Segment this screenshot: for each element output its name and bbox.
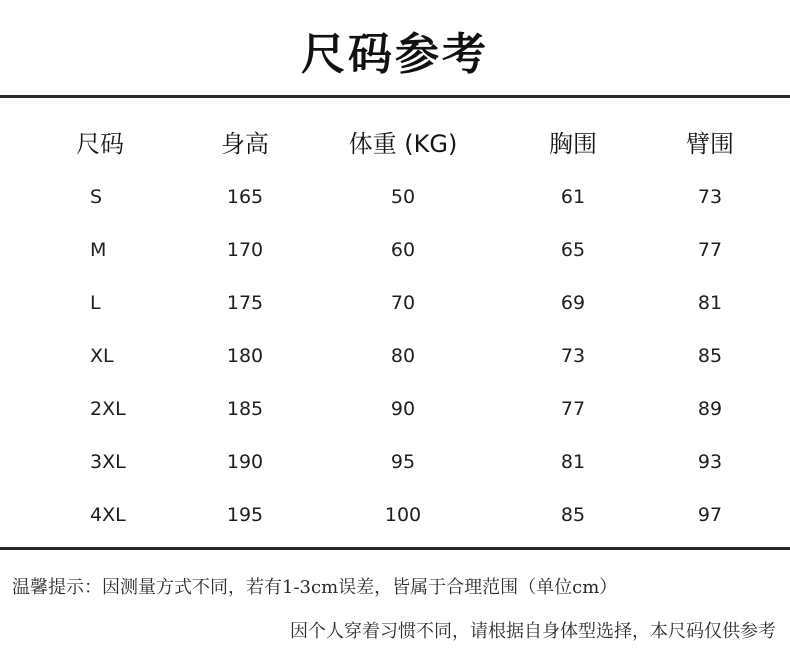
cell-height: 195 — [226, 503, 264, 526]
cell-chest: 85 — [560, 503, 586, 526]
cell-size: 2XL — [90, 397, 126, 420]
page-title: 尺码参考 — [301, 29, 489, 80]
cell-height: 170 — [226, 238, 264, 261]
cell-weight: 60 — [390, 238, 416, 261]
cell-height: 175 — [226, 291, 264, 314]
cell-chest: 77 — [560, 397, 586, 420]
cell-height: 165 — [226, 185, 264, 208]
cell-chest: 73 — [560, 344, 586, 367]
cell-height: 185 — [226, 397, 264, 420]
table-row — [0, 223, 790, 276]
table-row — [0, 382, 790, 435]
fit-tip: 因个人穿着习惯不同，请根据自身体型选择，本尺码仅供参考 — [290, 621, 776, 642]
measurement-tip: 温馨提示：因测量方式不同，若有1-3cm误差，皆属于合理范围（单位cm） — [12, 577, 618, 598]
cell-arm: 77 — [697, 238, 723, 261]
top-divider — [0, 95, 790, 98]
cell-weight: 90 — [390, 397, 416, 420]
table-row — [0, 276, 790, 329]
cell-arm: 89 — [697, 397, 723, 420]
cell-chest: 65 — [560, 238, 586, 261]
cell-chest: 61 — [560, 185, 586, 208]
header-height: 身高 — [221, 129, 269, 158]
table-row — [0, 329, 790, 382]
cell-size: M — [90, 238, 107, 261]
header-size: 尺码 — [76, 129, 124, 158]
table-row — [0, 488, 790, 541]
size-table — [0, 112, 790, 541]
cell-weight: 95 — [390, 450, 416, 473]
bottom-divider — [0, 547, 790, 550]
cell-arm: 73 — [697, 185, 723, 208]
cell-weight: 80 — [390, 344, 416, 367]
cell-arm: 97 — [697, 503, 723, 526]
cell-size: L — [90, 291, 101, 314]
cell-arm: 85 — [697, 344, 723, 367]
cell-arm: 81 — [697, 291, 723, 314]
cell-height: 190 — [226, 450, 264, 473]
header-weight: 体重 (KG) — [348, 129, 458, 158]
cell-chest: 69 — [560, 291, 586, 314]
cell-arm: 93 — [697, 450, 723, 473]
table-header-row — [0, 112, 790, 170]
cell-size: XL — [90, 344, 114, 367]
cell-height: 180 — [226, 344, 264, 367]
cell-chest: 81 — [560, 450, 586, 473]
cell-weight: 50 — [390, 185, 416, 208]
cell-size: 4XL — [90, 503, 126, 526]
cell-weight: 100 — [384, 503, 422, 526]
cell-weight: 70 — [390, 291, 416, 314]
header-arm: 臂围 — [686, 129, 734, 158]
header-chest: 胸围 — [549, 129, 597, 158]
cell-size: 3XL — [90, 450, 126, 473]
table-row — [0, 435, 790, 488]
table-row — [0, 170, 790, 223]
cell-size: S — [90, 185, 103, 208]
